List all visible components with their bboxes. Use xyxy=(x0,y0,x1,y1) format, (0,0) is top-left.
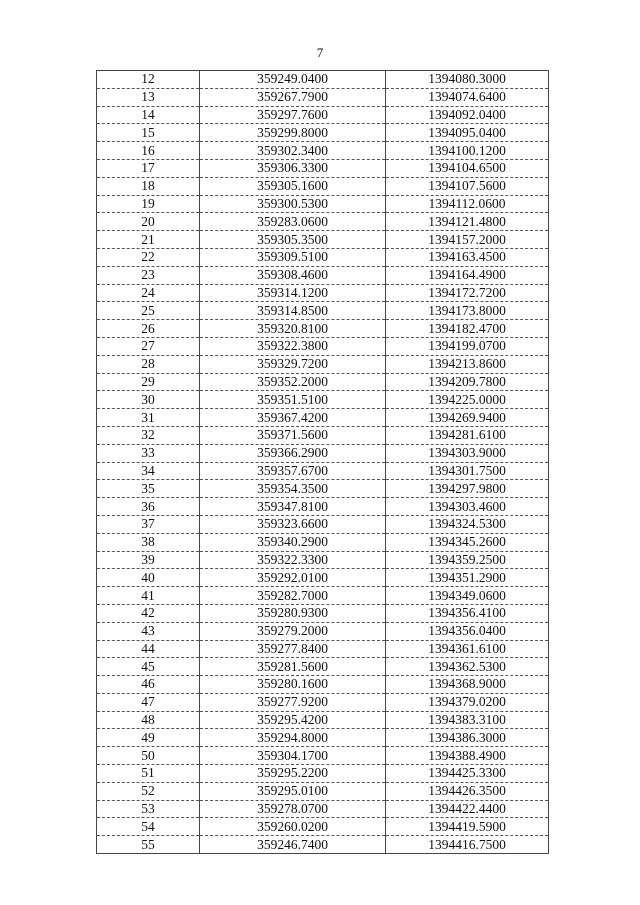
table-row xyxy=(97,266,549,284)
table-row xyxy=(97,729,549,747)
point-number-cell: 18 xyxy=(97,177,200,195)
x-coordinate-cell: 359277.8400 xyxy=(200,640,386,658)
table-row xyxy=(97,800,549,818)
table-row xyxy=(97,640,549,658)
table-row xyxy=(97,836,549,854)
table-row xyxy=(97,747,549,765)
y-coordinate-cell: 1394351.2900 xyxy=(386,569,549,587)
point-number-cell: 38 xyxy=(97,533,200,551)
y-coordinate-cell: 1394182.4700 xyxy=(386,320,549,338)
x-coordinate-cell: 359281.5600 xyxy=(200,658,386,676)
y-coordinate-cell: 1394383.3100 xyxy=(386,711,549,729)
y-coordinate-cell: 1394303.4600 xyxy=(386,498,549,516)
y-coordinate-cell: 1394425.3300 xyxy=(386,765,549,783)
y-coordinate-cell: 1394100.1200 xyxy=(386,142,549,160)
x-coordinate-cell: 359320.8100 xyxy=(200,320,386,338)
x-coordinate-cell: 359294.8000 xyxy=(200,729,386,747)
x-coordinate-cell: 359322.3300 xyxy=(200,551,386,569)
x-coordinate-cell: 359322.3800 xyxy=(200,337,386,355)
y-coordinate-cell: 1394426.3500 xyxy=(386,782,549,800)
point-number-cell: 34 xyxy=(97,462,200,480)
point-number-cell: 39 xyxy=(97,551,200,569)
point-number-cell: 40 xyxy=(97,569,200,587)
point-number-cell: 48 xyxy=(97,711,200,729)
table-row xyxy=(97,106,549,124)
x-coordinate-cell: 359306.3300 xyxy=(200,159,386,177)
table-row xyxy=(97,320,549,338)
x-coordinate-cell: 359371.5600 xyxy=(200,426,386,444)
table-row xyxy=(97,693,549,711)
y-coordinate-cell: 1394386.3000 xyxy=(386,729,549,747)
point-number-cell: 41 xyxy=(97,587,200,605)
table-row xyxy=(97,782,549,800)
x-coordinate-cell: 359340.2900 xyxy=(200,533,386,551)
point-number-cell: 52 xyxy=(97,782,200,800)
table-row xyxy=(97,765,549,783)
y-coordinate-cell: 1394172.7200 xyxy=(386,284,549,302)
table-row xyxy=(97,248,549,266)
x-coordinate-cell: 359282.7000 xyxy=(200,587,386,605)
y-coordinate-cell: 1394419.5900 xyxy=(386,818,549,836)
table-row xyxy=(97,355,549,373)
table-row xyxy=(97,444,549,462)
table-row xyxy=(97,391,549,409)
y-coordinate-cell: 1394121.4800 xyxy=(386,213,549,231)
y-coordinate-cell: 1394157.2000 xyxy=(386,231,549,249)
y-coordinate-cell: 1394324.5300 xyxy=(386,515,549,533)
point-number-cell: 45 xyxy=(97,658,200,676)
x-coordinate-cell: 359280.9300 xyxy=(200,604,386,622)
point-number-cell: 28 xyxy=(97,355,200,373)
point-number-cell: 44 xyxy=(97,640,200,658)
table-row xyxy=(97,569,549,587)
point-number-cell: 42 xyxy=(97,604,200,622)
y-coordinate-cell: 1394356.0400 xyxy=(386,622,549,640)
point-number-cell: 53 xyxy=(97,800,200,818)
table-row xyxy=(97,124,549,142)
table-row xyxy=(97,337,549,355)
point-number-cell: 27 xyxy=(97,337,200,355)
y-coordinate-cell: 1394199.0700 xyxy=(386,337,549,355)
y-coordinate-cell: 1394281.6100 xyxy=(386,426,549,444)
point-number-cell: 43 xyxy=(97,622,200,640)
y-coordinate-cell: 1394361.6100 xyxy=(386,640,549,658)
x-coordinate-cell: 359260.0200 xyxy=(200,818,386,836)
table-row xyxy=(97,409,549,427)
x-coordinate-cell: 359314.1200 xyxy=(200,284,386,302)
y-coordinate-cell: 1394303.9000 xyxy=(386,444,549,462)
point-number-cell: 26 xyxy=(97,320,200,338)
point-number-cell: 16 xyxy=(97,142,200,160)
x-coordinate-cell: 359351.5100 xyxy=(200,391,386,409)
point-number-cell: 13 xyxy=(97,88,200,106)
y-coordinate-cell: 1394164.4900 xyxy=(386,266,549,284)
table-row xyxy=(97,533,549,551)
point-number-cell: 14 xyxy=(97,106,200,124)
x-coordinate-cell: 359366.2900 xyxy=(200,444,386,462)
x-coordinate-cell: 359314.8500 xyxy=(200,302,386,320)
point-number-cell: 50 xyxy=(97,747,200,765)
table-row xyxy=(97,195,549,213)
x-coordinate-cell: 359367.4200 xyxy=(200,409,386,427)
point-number-cell: 46 xyxy=(97,676,200,694)
table-row xyxy=(97,88,549,106)
point-number-cell: 32 xyxy=(97,426,200,444)
point-number-cell: 37 xyxy=(97,515,200,533)
point-number-cell: 15 xyxy=(97,124,200,142)
x-coordinate-cell: 359267.7900 xyxy=(200,88,386,106)
table-row xyxy=(97,551,549,569)
point-number-cell: 24 xyxy=(97,284,200,302)
table-row xyxy=(97,480,549,498)
x-coordinate-cell: 359279.2000 xyxy=(200,622,386,640)
table-row xyxy=(97,658,549,676)
table-row xyxy=(97,231,549,249)
x-coordinate-cell: 359292.0100 xyxy=(200,569,386,587)
x-coordinate-cell: 359295.4200 xyxy=(200,711,386,729)
y-coordinate-cell: 1394368.9000 xyxy=(386,676,549,694)
y-coordinate-cell: 1394209.7800 xyxy=(386,373,549,391)
page-number: 7 xyxy=(316,45,324,60)
x-coordinate-cell: 359246.7400 xyxy=(200,836,386,854)
table-row xyxy=(97,498,549,516)
point-number-cell: 33 xyxy=(97,444,200,462)
point-number-cell: 22 xyxy=(97,248,200,266)
table-row xyxy=(97,676,549,694)
x-coordinate-cell: 359329.7200 xyxy=(200,355,386,373)
point-number-cell: 19 xyxy=(97,195,200,213)
table-row xyxy=(97,284,549,302)
point-number-cell: 17 xyxy=(97,159,200,177)
y-coordinate-cell: 1394362.5300 xyxy=(386,658,549,676)
y-coordinate-cell: 1394104.6500 xyxy=(386,159,549,177)
point-number-cell: 36 xyxy=(97,498,200,516)
y-coordinate-cell: 1394349.0600 xyxy=(386,587,549,605)
y-coordinate-cell: 1394297.9800 xyxy=(386,480,549,498)
table-row xyxy=(97,71,549,89)
point-number-cell: 31 xyxy=(97,409,200,427)
y-coordinate-cell: 1394379.0200 xyxy=(386,693,549,711)
y-coordinate-cell: 1394213.8600 xyxy=(386,355,549,373)
table-row xyxy=(97,515,549,533)
y-coordinate-cell: 1394301.7500 xyxy=(386,462,549,480)
table-row xyxy=(97,159,549,177)
point-number-cell: 12 xyxy=(97,71,200,89)
x-coordinate-cell: 359299.8000 xyxy=(200,124,386,142)
x-coordinate-cell: 359280.1600 xyxy=(200,676,386,694)
point-number-cell: 54 xyxy=(97,818,200,836)
table-row xyxy=(97,142,549,160)
table-row xyxy=(97,213,549,231)
table-row xyxy=(97,177,549,195)
table-row xyxy=(97,426,549,444)
coordinates-table-body xyxy=(97,71,549,854)
table-row xyxy=(97,711,549,729)
y-coordinate-cell: 1394173.8000 xyxy=(386,302,549,320)
table-row xyxy=(97,302,549,320)
x-coordinate-cell: 359297.7600 xyxy=(200,106,386,124)
x-coordinate-cell: 359300.5300 xyxy=(200,195,386,213)
x-coordinate-cell: 359302.3400 xyxy=(200,142,386,160)
y-coordinate-cell: 1394163.4500 xyxy=(386,248,549,266)
table-row xyxy=(97,587,549,605)
y-coordinate-cell: 1394095.0400 xyxy=(386,124,549,142)
point-number-cell: 47 xyxy=(97,693,200,711)
point-number-cell: 23 xyxy=(97,266,200,284)
x-coordinate-cell: 359305.1600 xyxy=(200,177,386,195)
x-coordinate-cell: 359357.6700 xyxy=(200,462,386,480)
y-coordinate-cell: 1394107.5600 xyxy=(386,177,549,195)
y-coordinate-cell: 1394074.6400 xyxy=(386,88,549,106)
x-coordinate-cell: 359295.2200 xyxy=(200,765,386,783)
y-coordinate-cell: 1394359.2500 xyxy=(386,551,549,569)
point-number-cell: 25 xyxy=(97,302,200,320)
coordinates-table xyxy=(96,70,549,854)
table-row xyxy=(97,373,549,391)
y-coordinate-cell: 1394112.0600 xyxy=(386,195,549,213)
x-coordinate-cell: 359308.4600 xyxy=(200,266,386,284)
x-coordinate-cell: 359283.0600 xyxy=(200,213,386,231)
x-coordinate-cell: 359277.9200 xyxy=(200,693,386,711)
x-coordinate-cell: 359249.0400 xyxy=(200,71,386,89)
y-coordinate-cell: 1394092.0400 xyxy=(386,106,549,124)
y-coordinate-cell: 1394416.7500 xyxy=(386,836,549,854)
table-row xyxy=(97,604,549,622)
point-number-cell: 35 xyxy=(97,480,200,498)
table-row xyxy=(97,622,549,640)
point-number-cell: 30 xyxy=(97,391,200,409)
x-coordinate-cell: 359309.5100 xyxy=(200,248,386,266)
point-number-cell: 55 xyxy=(97,836,200,854)
y-coordinate-cell: 1394225.0000 xyxy=(386,391,549,409)
y-coordinate-cell: 1394269.9400 xyxy=(386,409,549,427)
y-coordinate-cell: 1394422.4400 xyxy=(386,800,549,818)
point-number-cell: 20 xyxy=(97,213,200,231)
y-coordinate-cell: 1394080.3000 xyxy=(386,71,549,89)
point-number-cell: 51 xyxy=(97,765,200,783)
x-coordinate-cell: 359323.6600 xyxy=(200,515,386,533)
x-coordinate-cell: 359347.8100 xyxy=(200,498,386,516)
point-number-cell: 49 xyxy=(97,729,200,747)
y-coordinate-cell: 1394388.4900 xyxy=(386,747,549,765)
y-coordinate-cell: 1394356.4100 xyxy=(386,604,549,622)
x-coordinate-cell: 359304.1700 xyxy=(200,747,386,765)
x-coordinate-cell: 359352.2000 xyxy=(200,373,386,391)
y-coordinate-cell: 1394345.2600 xyxy=(386,533,549,551)
point-number-cell: 21 xyxy=(97,231,200,249)
point-number-cell: 29 xyxy=(97,373,200,391)
x-coordinate-cell: 359354.3500 xyxy=(200,480,386,498)
x-coordinate-cell: 359278.0700 xyxy=(200,800,386,818)
table-row xyxy=(97,462,549,480)
x-coordinate-cell: 359305.3500 xyxy=(200,231,386,249)
x-coordinate-cell: 359295.0100 xyxy=(200,782,386,800)
table-row xyxy=(97,818,549,836)
